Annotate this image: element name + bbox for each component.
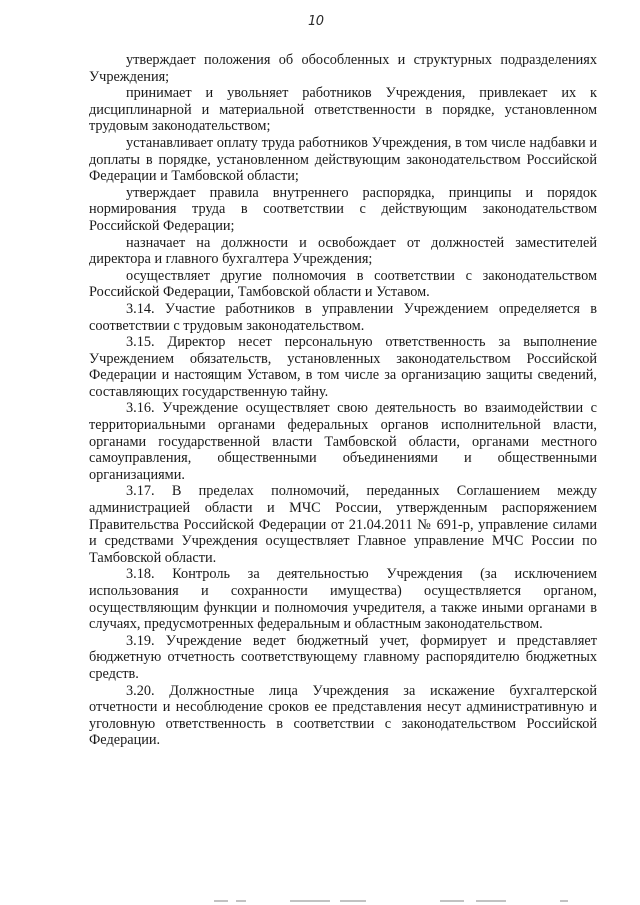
paragraph-3-15: 3.15. Директор несет персональную ответственность за выполнение Учреждением обязательств, установленных законодательством Российской Федерации и настоящим Уставом, в том числе за организацию защиты сведений, составляющих государственную тайну.	[89, 334, 597, 400]
paragraph-3-14: 3.14. Участие работников в управлении Учреждением определяется в соответствии с трудовым законодательством.	[89, 300, 597, 334]
paragraph-3-20: 3.20. Должностные лица Учреждения за искажение бухгалтерской отчетности и несоблюдение сроков ее представления несут административную и уголовную ответственность в соответствии с законодательством Российской Федерации.	[89, 682, 597, 749]
paragraph-3: устанавливает оплату труда работников Учреждения, в том числе надбавки и доплаты в порядке, установленном действующим законодательством Российской Федерации и Тамбовской области;	[89, 134, 597, 185]
paragraph-1: утверждает положения об обособленных и структурных подразделениях Учреждения;	[89, 52, 597, 85]
paragraph-3-16: 3.16. Учреждение осуществляет свою деятельность во взаимодействии с территориальными органами федеральных органов исполнительной власти, органами государственной власти Тамбовской области, органами местного самоуправления, общественными объединениями и общественными организациями.	[89, 400, 597, 483]
paragraph-3-17: 3.17. В пределах полномочий, переданных Соглашением между администрацией области и МЧС России, утвержденным распоряжением Правительства Российской Федерации от 21.04.2011 № 691-р, управление силами и средствами Учреждения осуществляет Главное управление МЧС России по Тамбовской области.	[89, 483, 597, 566]
paragraph-3-18: 3.18. Контроль за деятельностью Учреждения (за исключением использования и сохранности имущества) осуществляется органом, осуществляющим функции и полномочия учредителя, а также иными органами в случаях, предусмотренных федеральным и областным законодательством.	[89, 566, 597, 633]
paragraph-3-19: 3.19. Учреждение ведет бюджетный учет, формирует и представляет бюджетную отчетность соответствующему главному распорядителю бюджетных средств.	[89, 632, 597, 682]
paragraph-6: осуществляет другие полномочия в соответствии с законодательством Российской Федерации, Тамбовской области и Уставом.	[89, 267, 597, 301]
paragraph-4: утверждает правила внутреннего распорядка, принципы и порядок нормирования труда в соответствии с действующим законодательством Российской Федерации;	[89, 184, 597, 234]
page-number: 10	[308, 14, 324, 29]
paragraph-2: принимает и увольняет работников Учреждения, привлекает их к дисциплинарной и материальной ответственности в порядке, установленном трудовым законодательством;	[89, 85, 597, 135]
document-body	[89, 52, 597, 749]
scan-footer-marks	[0, 894, 640, 905]
paragraph-5: назначает на должности и освобождает от должностей заместителей директора и главного бухгалтера Учреждения;	[89, 234, 597, 268]
